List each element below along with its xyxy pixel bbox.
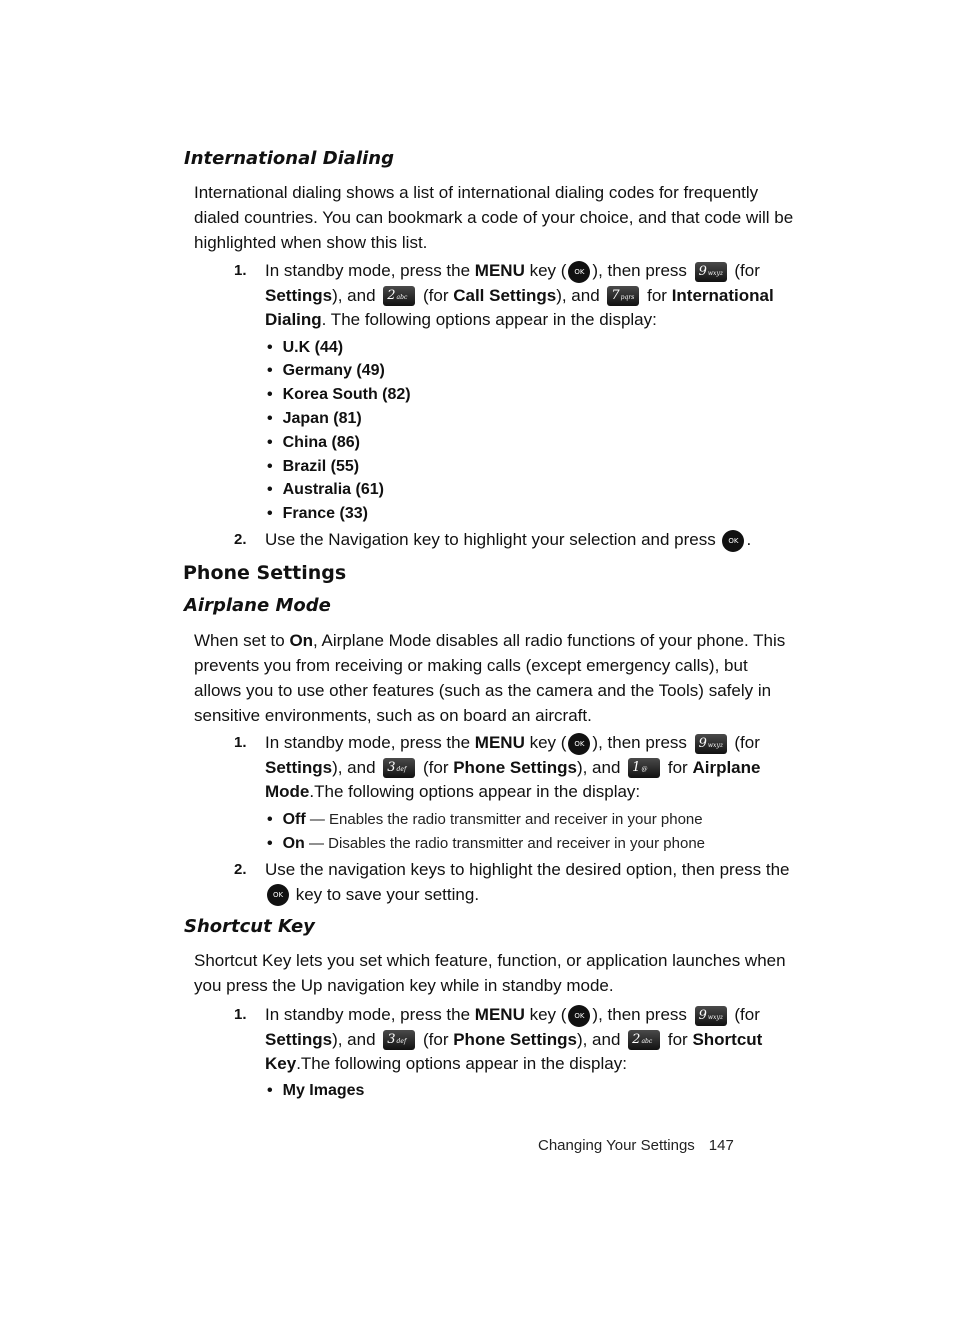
key-9-icon: 9wxyz [695, 262, 727, 282]
step-text: In standby mode, press the MENU key ( OK ), then press 9wxyz (for Settings), and 3def (for Phone Settings), and 1@ for Airplane Mode.The following options appear in the display: [265, 733, 761, 801]
country-option: • Brazil (55) [267, 458, 360, 475]
key-3-icon: 3def [383, 758, 415, 778]
international-dialing-intro: International dialing shows a list of international dialing codes for frequently dialed countries. You can bookmark a code of your choice, and that code will be highlighted when show this list. [194, 183, 794, 252]
step-text: In standby mode, press the MENU key ( OK ), then press 9wxyz (for Settings), and 2abc (for Call Settings), and 7pqrs for International Dialing. The following options appear in the display: [265, 261, 774, 329]
airplane-step-1 [234, 731, 804, 805]
key-3-icon: 3def [383, 1030, 415, 1050]
key-7-icon: 7pqrs [607, 286, 639, 306]
country-option: • Japan (81) [267, 410, 362, 427]
step-number: 1. [234, 262, 247, 279]
key-2-icon: 2abc [628, 1030, 660, 1050]
step-text: Use the navigation keys to highlight the desired option, then press the OK key to save your setting. [265, 858, 804, 907]
intl-step-1 [234, 259, 804, 333]
airplane-mode-heading: Airplane Mode [184, 595, 331, 616]
page-footer [538, 1137, 734, 1154]
step-number: 1. [234, 734, 247, 751]
ok-key-icon: OK [568, 261, 590, 283]
step-text: Use the Navigation key to highlight your selection and press OK . [265, 528, 804, 553]
airplane-mode-intro: When set to On, Airplane Mode disables all radio functions of your phone. This prevents you from receiving or making calls (except emergency calls), but allows you to use other features (such as the camera and the Tools) safely in sensitive environments, such as on board an aircraft. [194, 631, 786, 725]
ok-key-icon: OK [568, 1005, 590, 1027]
country-option: • China (86) [267, 434, 360, 451]
shortcut-key-intro: Shortcut Key lets you set which feature, function, or application launches when you press the Up navigation key while in standby mode. [194, 951, 786, 995]
ok-key-icon: OK [722, 530, 744, 552]
key-1-icon: 1@ [628, 758, 660, 778]
country-option: • U.K (44) [267, 339, 344, 356]
key-9-icon: 9wxyz [695, 1006, 727, 1026]
intl-step-2 [234, 528, 804, 553]
ok-key-icon: OK [568, 733, 590, 755]
step-number: 1. [234, 1006, 247, 1023]
shortcut-key-heading: Shortcut Key [184, 916, 315, 937]
country-option: • Korea South (82) [267, 386, 411, 403]
airplane-option-on: • On — Disables the radio transmitter and receiver in your phone [267, 835, 706, 852]
page-number: 147 [708, 1137, 734, 1154]
shortcut-option: • My Images [267, 1082, 365, 1099]
airplane-option-off: • Off — Enables the radio transmitter and receiver in your phone [267, 811, 703, 828]
step-text: In standby mode, press the MENU key ( OK ), then press 9wxyz (for Settings), and 3def (for Phone Settings), and 2abc for Shortcut Key.The following options appear in the display: [265, 1005, 763, 1073]
key-2-icon: 2abc [383, 286, 415, 306]
phone-settings-heading: Phone Settings [183, 562, 347, 584]
step-number: 2. [234, 531, 247, 548]
country-option: • Australia (61) [267, 481, 384, 498]
ok-key-icon: OK [267, 884, 289, 906]
country-option: • France (33) [267, 505, 368, 522]
footer-section-title: Changing Your Settings [538, 1137, 695, 1154]
key-9-icon: 9wxyz [695, 734, 727, 754]
international-dialing-heading: International Dialing [184, 148, 394, 169]
step-number: 2. [234, 861, 247, 878]
shortcut-step-1 [234, 1003, 804, 1077]
airplane-step-2 [234, 858, 804, 907]
country-option: • Germany (49) [267, 362, 385, 379]
